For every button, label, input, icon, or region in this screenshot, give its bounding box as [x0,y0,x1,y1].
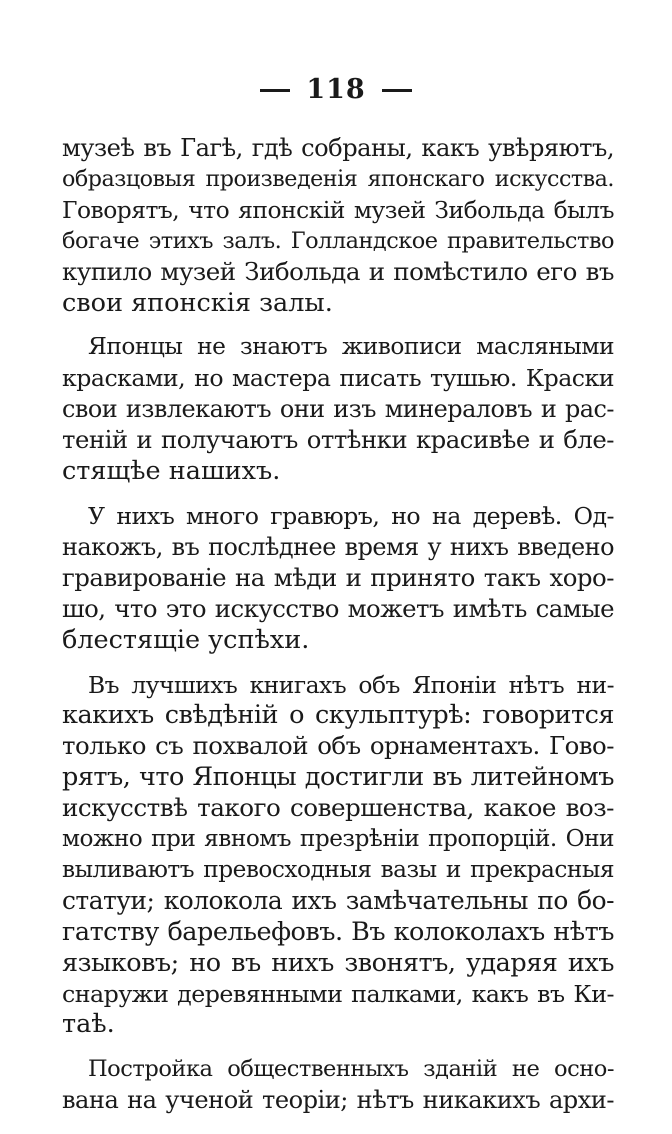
text-line: Въ лучшихъ книгахъ объ Японіи нѣтъ ни- [88,670,614,699]
text-line: языковъ; но въ нихъ звонятъ, ударяя ихъ [62,947,614,978]
paragraph [62,332,614,487]
text-line: гатству барельефовъ. Въ колоколахъ нѣтъ [62,916,614,947]
paragraph [62,670,614,1041]
text-line: образцовыя произведенія японскаго искусства. [62,165,614,192]
page-number [0,74,672,105]
body-text [62,133,614,1130]
text-line: накожъ, въ послѣднее время у нихъ введено [62,532,614,561]
text-line: купило музей Зибольда и помѣстило его въ [62,256,614,286]
text-line: Японцы не знаютъ живописи масляными [88,333,614,361]
text-line: можно при явномъ презрѣніи пропорцій. Они [62,825,614,853]
text-line: красками, но мастера писать тушью. Краски [62,364,614,393]
page-number-dash-right [382,89,412,92]
text-line: гравированіе на мѣди и принято такъ хоро- [62,562,614,592]
text-line: шо, что это искусство можетъ имѣть самые [62,593,614,623]
text-line: статуи; колокола ихъ замѣчательны по бо- [62,885,614,915]
text-line: теній и получаютъ оттѣнки красивѣе и бле- [62,425,614,455]
text-line: музеѣ въ Гагѣ, гдѣ собраны, какъ увѣряютъ, [62,134,614,162]
text-line: стящѣе нашихъ. [62,456,281,487]
text-line: богаче этихъ залъ. Голландское правительство [62,227,614,254]
page-number-text: 118 [306,74,366,105]
text-line: какихъ свѣдѣній о скульптурѣ: говорится [62,700,614,731]
text-line: блестящіе успѣхи. [62,624,310,655]
text-line: рятъ, что Японцы достигли въ литейномъ [62,762,614,793]
text-line: только съ похвалой объ орнаментахъ. Гово- [62,731,614,761]
text-line: Постройка общественныхъ зданій не осно- [88,1056,614,1083]
text-line: снаружи деревянными палками, какъ въ Ки- [62,979,614,1008]
text-line: выливаютъ превосходныя вазы и прекрасныя [62,855,614,883]
text-line: искусствѣ такого совершенства, какое воз- [62,793,614,823]
text-line: свои извлекаютъ они изъ минераловъ и рас- [62,395,614,424]
text-line: таѣ. [62,1009,115,1040]
text-line: вана на ученой теоріи; нѣтъ никакихъ архи- [62,1086,614,1115]
text-line: свои японскія залы. [62,287,333,318]
paragraph [62,1054,614,1116]
text-line: Говорятъ, что японскій музей Зибольда былъ [62,195,614,224]
paragraph [62,501,614,656]
page-number-dash-left [260,89,290,92]
text-line: У нихъ много гравюръ, но на деревѣ. Од- [88,501,614,530]
paragraph [62,133,614,318]
